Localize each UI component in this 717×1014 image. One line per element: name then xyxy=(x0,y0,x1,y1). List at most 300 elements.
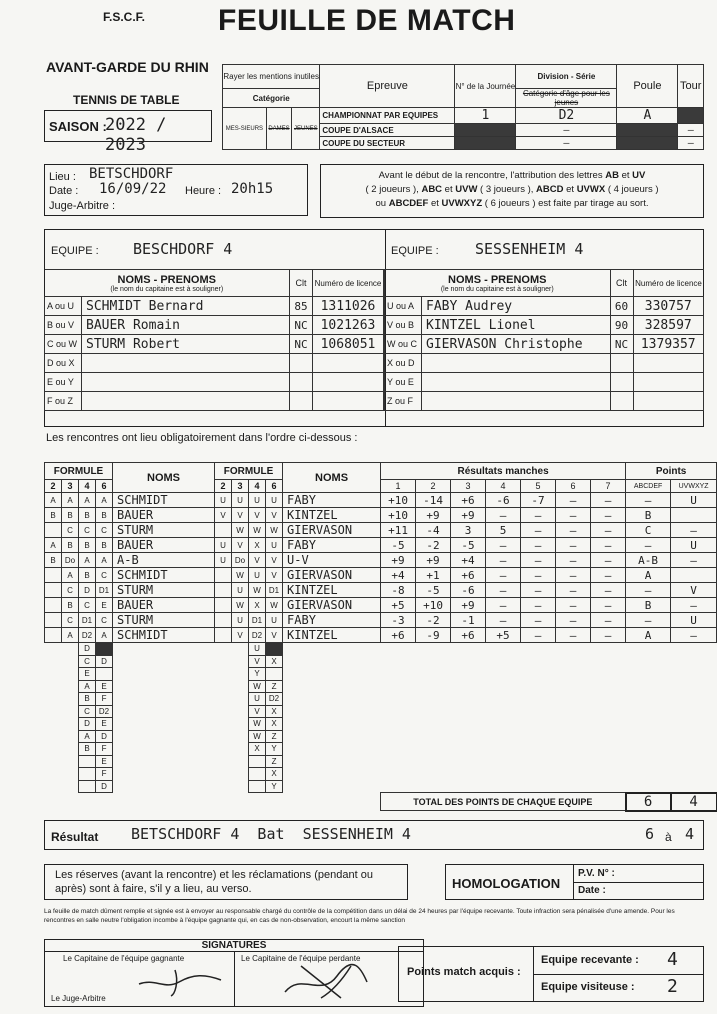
set-score: — xyxy=(591,508,626,523)
formule-blank-cell xyxy=(113,768,215,781)
away-player-clt xyxy=(610,392,633,411)
match-away-player: GIERVASON xyxy=(283,523,381,538)
formule-blank-cell xyxy=(283,718,381,731)
formule-right-cell: V xyxy=(215,508,232,523)
formule-right-cell: U xyxy=(232,583,249,598)
formule-blank-cell xyxy=(486,743,521,756)
formule-right-cell: Y xyxy=(266,780,283,793)
set-score: — xyxy=(486,568,521,583)
formule-blank-cell xyxy=(283,668,381,681)
formule-right-cell: U xyxy=(266,493,283,508)
formule-blank-cell xyxy=(113,743,215,756)
formule-left-cell: C xyxy=(79,598,96,613)
formule-blank-cell xyxy=(381,668,416,681)
formule-left-col: 3 xyxy=(62,480,79,493)
formule-right-cell: Z xyxy=(266,755,283,768)
home-equipe-label: EQUIPE : xyxy=(51,245,99,257)
formule-extra-row xyxy=(45,743,717,756)
notice-text-1: Avant le début de la rencontre, l'attribution des lettres xyxy=(378,170,606,181)
formule-blank-cell xyxy=(521,768,556,781)
formule-right-cell: W xyxy=(249,718,266,731)
formule-left-cell: A xyxy=(45,493,62,508)
points-uvwxyz: U xyxy=(671,493,717,508)
formule-left-cell: B xyxy=(79,743,96,756)
formule-left-cell xyxy=(45,628,62,643)
away-noms-header xyxy=(385,270,611,297)
points-abcdef: — xyxy=(626,493,671,508)
set-score: — xyxy=(556,568,591,583)
set-score: — xyxy=(486,553,521,568)
notice-abcdef: ABCDEF xyxy=(388,198,429,209)
formule-blank-cell xyxy=(62,718,79,731)
date-label: Date : xyxy=(49,185,79,197)
dames-label: DAMES xyxy=(266,108,292,150)
points-abcdef: C xyxy=(626,523,671,538)
notice-text-5: ( 3 joueurs ), xyxy=(477,184,537,195)
formule-blank-cell xyxy=(215,705,232,718)
formule-blank-cell xyxy=(381,705,416,718)
formule-right-cell: U xyxy=(249,693,266,706)
formule-blank-cell xyxy=(451,655,486,668)
home-player-clt xyxy=(290,373,313,392)
division-cell-2: — xyxy=(516,124,617,137)
formule-blank-cell xyxy=(62,730,79,743)
formule-right-cell: V xyxy=(249,553,266,568)
points-abcdef: — xyxy=(626,583,671,598)
formule-blank-cell xyxy=(626,718,671,731)
formule-left-cell: A xyxy=(96,493,113,508)
formule-left-cell: D xyxy=(79,583,96,598)
set-score: — xyxy=(556,598,591,613)
homologation-label: HOMOLOGATION xyxy=(452,876,561,891)
formule-blank-cell xyxy=(232,693,249,706)
formule-right-cell: V xyxy=(249,508,266,523)
formule-blank-cell xyxy=(416,680,451,693)
set-score: — xyxy=(521,568,556,583)
away-team-name: SESSENHEIM 4 xyxy=(475,240,584,258)
match-row xyxy=(45,538,717,553)
formule-left-cell: D1 xyxy=(96,583,113,598)
formule-blank-cell xyxy=(215,730,232,743)
formule-left-cell xyxy=(96,668,113,681)
formule-right-cell: V xyxy=(266,568,283,583)
away-player-clt: NC xyxy=(610,335,633,354)
away-player-row xyxy=(385,297,704,316)
formule-blank-cell xyxy=(591,730,626,743)
set-score: — xyxy=(521,628,556,643)
formule-left-cell: A xyxy=(96,553,113,568)
formule-left-cell: D2 xyxy=(96,705,113,718)
formule-blank-cell xyxy=(113,755,215,768)
home-player-clt: NC xyxy=(290,316,313,335)
match-home-player: SCHMIDT xyxy=(113,493,215,508)
formule-left-cell: B xyxy=(45,508,62,523)
set-score: +6 xyxy=(381,628,416,643)
match-home-player: SCHMIDT xyxy=(113,568,215,583)
formule-blank-cell xyxy=(451,693,486,706)
set-score: +4 xyxy=(381,568,416,583)
home-player-slot: F ou Z xyxy=(45,392,82,411)
match-away-player: KINTZEL xyxy=(283,628,381,643)
notice-text-8: ou xyxy=(375,198,389,209)
formule-extra-row xyxy=(45,755,717,768)
formule-blank-cell xyxy=(591,680,626,693)
formule-extra-row xyxy=(45,693,717,706)
set-score: — xyxy=(486,613,521,628)
loser-captain-label: Le Capitaine de l'équipe perdante xyxy=(241,954,361,963)
formule-blank-cell xyxy=(626,743,671,756)
formule-blank-cell xyxy=(232,705,249,718)
formule-blank-cell xyxy=(671,768,717,781)
formule-blank-cell xyxy=(451,780,486,793)
formule-blank-cell xyxy=(416,655,451,668)
home-player-slot: B ou V xyxy=(45,316,82,335)
home-player-row xyxy=(45,354,384,373)
total-label: TOTAL DES POINTS DE CHAQUE EQUIPE xyxy=(381,793,626,811)
away-player-slot: W ou C xyxy=(385,335,422,354)
formule-blank-cell xyxy=(113,730,215,743)
formule-right-cell: U xyxy=(249,493,266,508)
formule-blank-cell xyxy=(45,718,62,731)
category-table xyxy=(222,64,704,150)
set-score: — xyxy=(591,613,626,628)
home-player-name xyxy=(82,373,290,392)
set-score: — xyxy=(556,628,591,643)
formule-right-cell xyxy=(215,583,232,598)
formule-blank-cell xyxy=(556,680,591,693)
formule-left-cell: A xyxy=(79,730,96,743)
formule-left-cell: A xyxy=(62,568,79,583)
set-score: — xyxy=(486,538,521,553)
formule-right-cell: U xyxy=(232,613,249,628)
formule-right-cell: X xyxy=(249,598,266,613)
away-players-table xyxy=(384,269,704,411)
points-abcdef: A-B xyxy=(626,553,671,568)
formule-right-cell: X xyxy=(266,718,283,731)
results-table xyxy=(44,462,717,812)
home-player-name xyxy=(82,354,290,373)
result-text: BETSCHDORF 4 Bat SESSENHEIM 4 xyxy=(131,825,411,843)
formule-blank-cell xyxy=(521,693,556,706)
set-score: — xyxy=(591,568,626,583)
notice-text-2: et xyxy=(618,170,633,181)
formule-left-col: 2 xyxy=(45,480,62,493)
set-score: -5 xyxy=(381,538,416,553)
away-noms-title: NOMS - PRENOMS xyxy=(448,273,547,286)
result-score-home: 6 xyxy=(645,825,655,843)
away-player-licence xyxy=(633,373,704,392)
formule-blank-cell xyxy=(591,705,626,718)
formule-blank-cell xyxy=(381,680,416,693)
formule-left-cell: E xyxy=(96,755,113,768)
formule-left-cell: D xyxy=(79,643,96,656)
formule-left-cell: C xyxy=(79,523,96,538)
formule-blank-cell xyxy=(626,755,671,768)
formule-left-cell: B xyxy=(45,553,62,568)
formule-blank-cell xyxy=(62,643,79,656)
formule-right-cell: W xyxy=(266,598,283,613)
formule-blank-cell xyxy=(556,705,591,718)
formule-blank-cell xyxy=(416,768,451,781)
away-player-slot: U ou A xyxy=(385,297,422,316)
formule-blank-cell xyxy=(626,668,671,681)
reserves-box: Les réserves (avant la rencontre) et les réclamations (pendant ou après) sont à faire, s'il y a lieu, au verso. xyxy=(44,864,408,900)
formule-blank-cell xyxy=(416,668,451,681)
formule-right-cell: V xyxy=(266,508,283,523)
division-label: Division - Série xyxy=(516,65,617,89)
notice-text-7: ( 4 joueurs ) xyxy=(605,184,659,195)
set-score: — xyxy=(556,493,591,508)
formule-right-cell: V xyxy=(249,705,266,718)
home-player-licence xyxy=(313,392,384,411)
formule-blank-cell xyxy=(45,680,62,693)
formule-blank-cell xyxy=(62,668,79,681)
home-player-slot: E ou Y xyxy=(45,373,82,392)
formule-blank-cell xyxy=(113,655,215,668)
homologation-hline xyxy=(573,882,703,883)
formule-left-cell: C xyxy=(62,523,79,538)
formule-blank-cell xyxy=(591,768,626,781)
date-homologation-label: Date : xyxy=(578,885,606,896)
formule-left-cell: B xyxy=(79,693,96,706)
formule-blank-cell xyxy=(451,668,486,681)
away-player-clt xyxy=(610,373,633,392)
notice-text-10: ( 6 joueurs ) est faite par tirage au sort. xyxy=(482,198,649,209)
formule-blank-cell xyxy=(62,743,79,756)
set-score: +5 xyxy=(486,628,521,643)
away-player-licence xyxy=(633,392,704,411)
formule-extra-row xyxy=(45,768,717,781)
formule-left-cell: E xyxy=(96,718,113,731)
formule-left-col: 6 xyxy=(96,480,113,493)
formule-blank-cell xyxy=(381,730,416,743)
formule-right-col: 2 xyxy=(215,480,232,493)
formule-right-cell: Y xyxy=(266,743,283,756)
formule-left-cell: C xyxy=(79,655,96,668)
formule-left-cell xyxy=(45,613,62,628)
heure-value: 20h15 xyxy=(231,181,274,197)
home-points-label: Equipe recevante : xyxy=(541,954,639,966)
set-score: +9 xyxy=(451,508,486,523)
formule-right-cell xyxy=(215,613,232,628)
formule-left-cell: C xyxy=(96,523,113,538)
home-noms-title: NOMS - PRENOMS xyxy=(117,273,216,286)
formule-blank-cell xyxy=(486,718,521,731)
formule-right-cell: Z xyxy=(266,730,283,743)
formule-extra-row xyxy=(45,655,717,668)
formule-blank-cell xyxy=(591,755,626,768)
formule-blank-cell xyxy=(451,768,486,781)
formule-left-cell: A xyxy=(96,628,113,643)
set-score: — xyxy=(591,628,626,643)
formule-blank-cell xyxy=(416,743,451,756)
formule-left-cell: B xyxy=(62,538,79,553)
formule-left-cell: B xyxy=(96,508,113,523)
set-score: +6 xyxy=(451,568,486,583)
formule-left-cell: C xyxy=(96,568,113,583)
formule-blank-cell xyxy=(486,780,521,793)
away-player-name: GIERVASON Christophe xyxy=(422,335,611,354)
formule-left-cell: B xyxy=(79,568,96,583)
homologation-box xyxy=(445,864,704,900)
tour-cell-1 xyxy=(678,108,704,124)
home-player-name: SCHMIDT Bernard xyxy=(82,297,290,316)
notice-abcd: ABCD xyxy=(536,184,564,195)
formule-blank-cell xyxy=(113,780,215,793)
formule-blank-cell xyxy=(62,705,79,718)
away-player-slot: X ou D xyxy=(385,354,422,373)
poule-value: A xyxy=(617,108,678,124)
division-value: D2 xyxy=(516,108,617,124)
points-uvwxyz: — xyxy=(671,523,717,538)
formule-right-cell xyxy=(215,523,232,538)
order-note: Les rencontres ont lieu obligatoirement dans l'ordre ci-dessous : xyxy=(46,432,358,444)
formule-blank-cell xyxy=(521,755,556,768)
rayer-label: Rayer les mentions inutiles xyxy=(223,65,320,89)
set-score: — xyxy=(521,583,556,598)
formule-blank-cell xyxy=(45,693,62,706)
formule-blank-cell xyxy=(283,705,381,718)
set-score: -7 xyxy=(521,493,556,508)
away-player-licence: 328597 xyxy=(633,316,704,335)
formule-left-cell: E xyxy=(96,680,113,693)
set-score: — xyxy=(556,538,591,553)
formule-left-cell: D2 xyxy=(79,628,96,643)
formule-blank-cell xyxy=(62,755,79,768)
set-score: 5 xyxy=(486,523,521,538)
formule-right-cell: V xyxy=(232,508,249,523)
notice-box xyxy=(320,164,704,218)
formule-right-cell: V xyxy=(249,655,266,668)
formule-blank-cell xyxy=(232,718,249,731)
formule-blank-cell xyxy=(486,655,521,668)
home-player-row xyxy=(45,373,384,392)
away-clt-header: Clt xyxy=(610,270,633,297)
formule-blank-cell xyxy=(215,655,232,668)
formule-blank-cell xyxy=(671,705,717,718)
formule-blank-cell xyxy=(671,668,717,681)
sport-label: TENNIS DE TABLE xyxy=(73,93,180,107)
formule-left-cell: A xyxy=(79,493,96,508)
formule-blank-cell xyxy=(556,743,591,756)
formule-blank-cell xyxy=(671,718,717,731)
set-score: — xyxy=(591,553,626,568)
season-label: SAISON : xyxy=(49,119,107,134)
set-score: -5 xyxy=(451,538,486,553)
formule-right-cell: W xyxy=(249,523,266,538)
formule-blank-cell xyxy=(486,705,521,718)
formule-blank-cell xyxy=(45,743,62,756)
formule-blank-cell xyxy=(232,780,249,793)
formule-left-cell: A xyxy=(62,628,79,643)
formule-left-cell: B xyxy=(62,598,79,613)
points-match-hline xyxy=(533,974,703,975)
set-score: — xyxy=(556,553,591,568)
formule-blank-cell xyxy=(556,768,591,781)
formule-left-cell: A xyxy=(79,553,96,568)
formule-left-cell: D xyxy=(96,730,113,743)
poule-cell-3 xyxy=(617,137,678,150)
set-score: — xyxy=(591,583,626,598)
set-col-header: 5 xyxy=(521,480,556,493)
formule-right-cell: W xyxy=(249,680,266,693)
away-player-row xyxy=(385,392,704,411)
formule-right-cell: W xyxy=(249,730,266,743)
formule-right-col: 4 xyxy=(249,480,266,493)
formule-blank-cell xyxy=(416,730,451,743)
away-player-licence: 1379357 xyxy=(633,335,704,354)
set-score: — xyxy=(591,598,626,613)
uvwxyz-header: UVWXYZ xyxy=(671,480,717,493)
set-col-header: 7 xyxy=(591,480,626,493)
home-player-row xyxy=(45,297,384,316)
formule-blank-cell xyxy=(232,643,249,656)
formule-blank-cell xyxy=(62,680,79,693)
formule-left-cell: F xyxy=(96,693,113,706)
messieurs-label: MES-SIEURS xyxy=(223,108,267,150)
noms-left-header: NOMS xyxy=(113,463,215,493)
points-uvwxyz xyxy=(671,568,717,583)
formule-right-cell: Y xyxy=(249,668,266,681)
formule-blank-cell xyxy=(381,693,416,706)
formule-blank-cell xyxy=(232,755,249,768)
formule-blank-cell xyxy=(232,668,249,681)
match-away-player: KINTZEL xyxy=(283,583,381,598)
set-score: -5 xyxy=(416,583,451,598)
formule-right-cell xyxy=(266,668,283,681)
formule-blank-cell xyxy=(451,730,486,743)
formule-right-cell: D2 xyxy=(249,628,266,643)
formule-left-cell xyxy=(79,780,96,793)
formule-right-cell: W xyxy=(249,583,266,598)
formule-right-cell: W xyxy=(232,598,249,613)
home-player-clt xyxy=(290,392,313,411)
formule-blank-cell xyxy=(45,643,62,656)
formule-blank-cell xyxy=(45,668,62,681)
formule-blank-cell xyxy=(626,780,671,793)
formule-blank-cell xyxy=(62,768,79,781)
formule-blank-cell xyxy=(215,743,232,756)
formule-right-cell: X xyxy=(266,768,283,781)
formule-blank-cell xyxy=(521,730,556,743)
result-score-away: 4 xyxy=(685,825,695,843)
formule-blank-cell xyxy=(113,705,215,718)
formule-blank-cell xyxy=(626,768,671,781)
formule-blank-cell xyxy=(416,755,451,768)
lieu-label: Lieu : xyxy=(49,171,76,183)
journee-value: 1 xyxy=(455,108,516,124)
formule-right-cell xyxy=(249,755,266,768)
formule-blank-cell xyxy=(626,705,671,718)
formule-right-cell: X xyxy=(266,655,283,668)
date-value: 16/09/22 xyxy=(99,181,167,197)
formule-left-cell: C xyxy=(62,583,79,598)
set-score: +10 xyxy=(416,598,451,613)
formule-left-cell: E xyxy=(79,668,96,681)
formule-right-cell xyxy=(249,768,266,781)
signatures-divider xyxy=(234,952,235,1006)
formule-blank-cell xyxy=(113,718,215,731)
points-uvwxyz: U xyxy=(671,613,717,628)
home-player-licence xyxy=(313,373,384,392)
home-player-licence: 1068051 xyxy=(313,335,384,354)
set-score: +1 xyxy=(416,568,451,583)
formule-blank-cell xyxy=(215,768,232,781)
home-player-clt: 85 xyxy=(290,297,313,316)
formule-blank-cell xyxy=(62,780,79,793)
formule-right-cell: X xyxy=(249,743,266,756)
formule-blank-cell xyxy=(486,730,521,743)
